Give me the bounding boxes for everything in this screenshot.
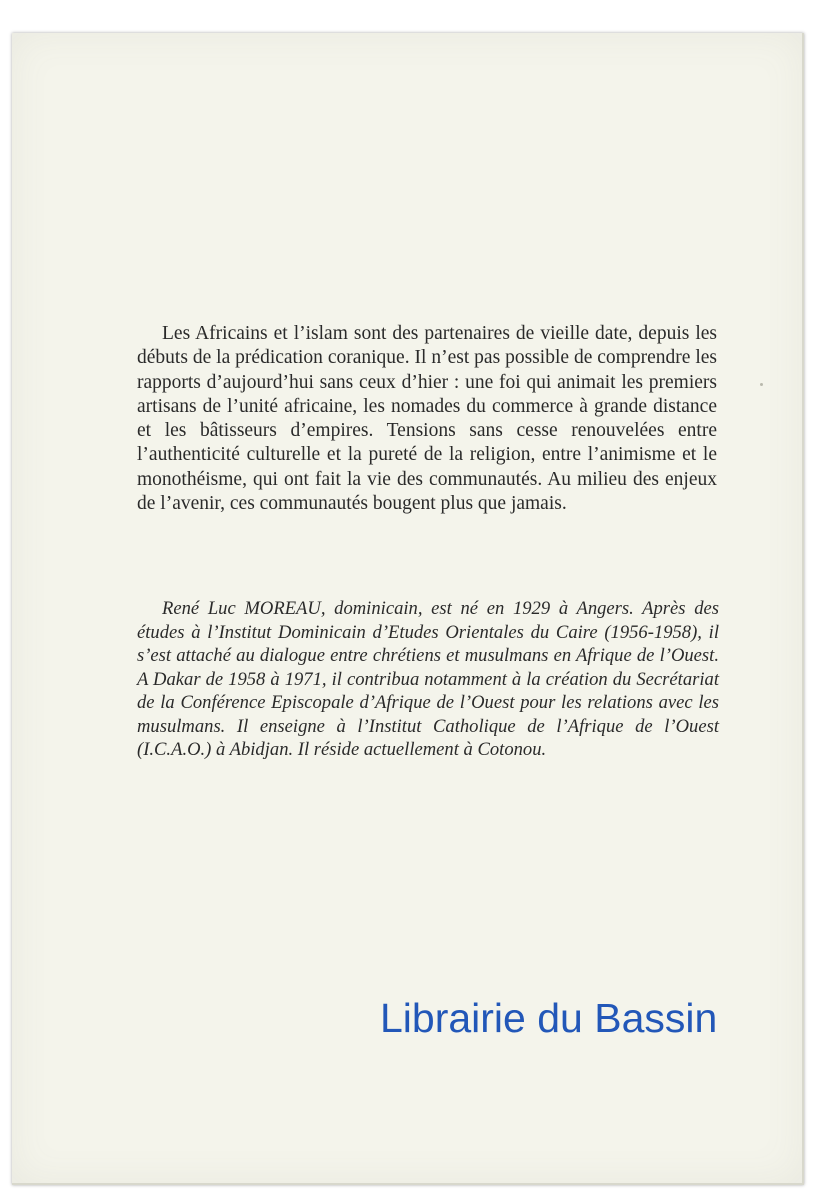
- author-biography: [137, 597, 719, 762]
- book-summary: [137, 322, 717, 516]
- paper-speck: [760, 383, 763, 386]
- author-bio-paragraph: René Luc MOREAU, dominicain, est né en 1929 à Angers. Après des études à l’Institut Dominicain d’Etudes Orientales du Caire (1956-1958), il s’est attaché au dialogue entre chrétiens et musulmans en Afrique de l’Ouest. A Dakar de 1958 à 1971, il contribua notamment à la création du Secrétariat de la Conférence Episcopale d’Afrique de l’Ouest pour les relations avec les musulmans. Il enseigne à l’Institut Catholique de l’Afrique de l’Ouest (I.C.A.O.) à Abidjan. Il réside actuellement à Cotonou.: [137, 598, 719, 760]
- bookshop-watermark: Librairie du Bassin: [380, 995, 718, 1041]
- summary-paragraph: Les Africains et l’islam sont des partenaires de vieille date, depuis les débuts de la prédication coranique. Il n’est pas possible de comprendre les rapports d’aujourd’hui sans ceux d’hier : une foi qui animait les premiers artisans de l’unité africaine, les nomades du commerce à grande distance et les bâtisseurs d’empires. Tensions sans cesse renouvelées entre l’authenticité culturelle et la pureté de la religion, entre l’animisme et le monothéisme, qui ont fait la vie des communautés. Au milieu des enjeux de l’avenir, ces communautés bougent plus que jamais.: [137, 323, 717, 515]
